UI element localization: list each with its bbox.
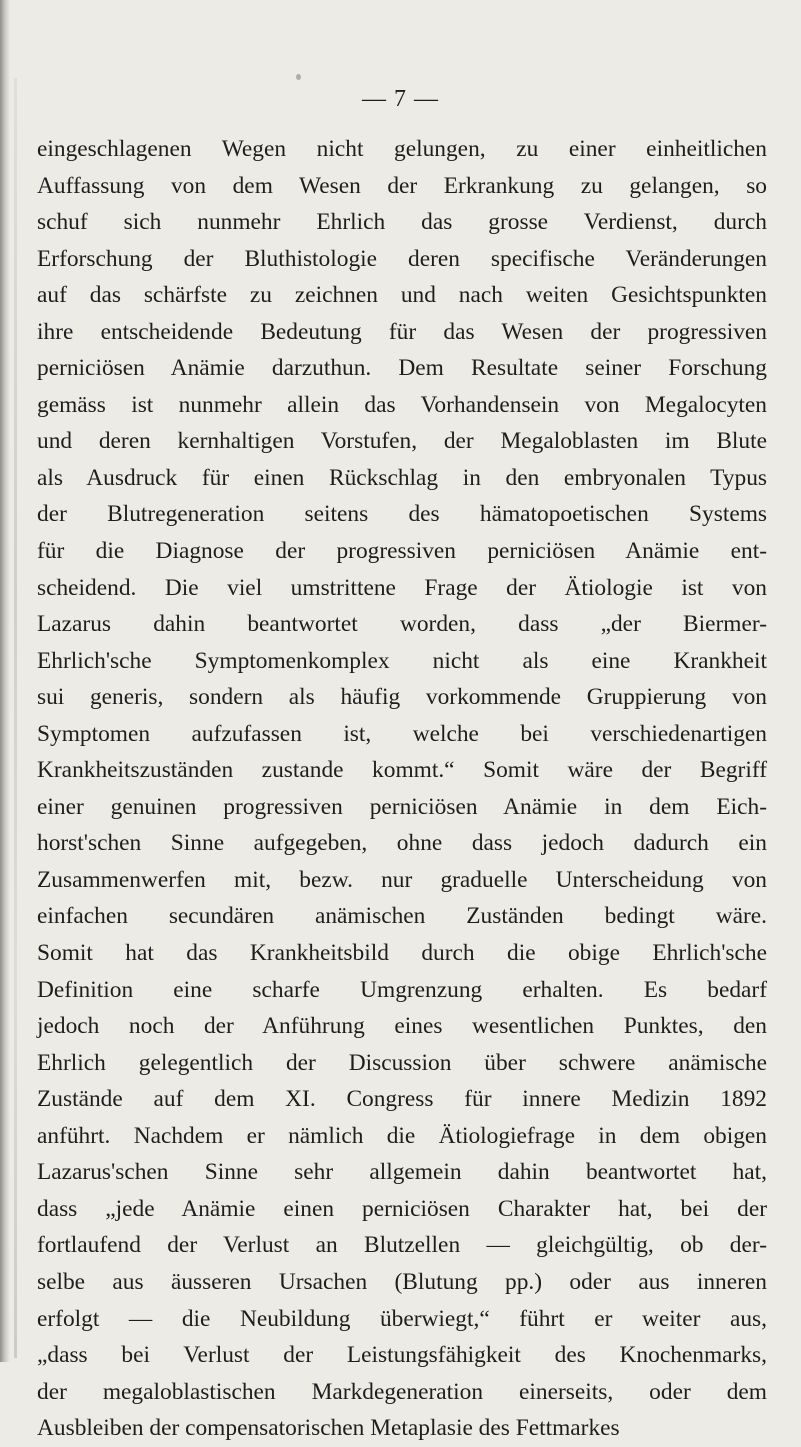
text-line: Symptomen aufzufassen ist, welche bei verschiedenartigen	[37, 720, 767, 747]
text-line: als Ausdruck für einen Rückschlag in den embryonalen Typus	[37, 464, 767, 491]
page-binding-edge	[0, 0, 10, 1362]
text-line: der megaloblastischen Markdegeneration einerseits, oder dem	[37, 1378, 767, 1405]
text-line: einer genuinen progressiven perniciösen Anämie in dem Eich-	[37, 793, 767, 820]
text-line: Ausbleiben der compensatorischen Metaplasie des Fettmarkes	[37, 1415, 620, 1442]
page-shadow-mark	[14, 78, 17, 1358]
text-line: sui generis, sondern als häufig vorkommende Gruppierung von	[37, 684, 767, 711]
text-line: schuf sich nunmehr Ehrlich das grosse Verdienst, durch	[37, 209, 767, 236]
text-line: auf das schärfste zu zeichnen und nach weiten Gesichtspunkten	[37, 282, 767, 309]
text-line: für die Diagnose der progressiven perniciösen Anämie ent-	[37, 538, 767, 565]
text-line: fortlaufend der Verlust an Blutzellen — gleichgültig, ob der-	[37, 1232, 767, 1259]
text-line: Zusammenwerfen mit, bezw. nur graduelle Unterscheidung von	[37, 866, 767, 893]
text-line: „dass bei Verlust der Leistungsfähigkeit des Knochenmarks,	[37, 1342, 767, 1369]
text-line: Lazarus dahin beantwortet worden, dass „der Biermer-	[37, 611, 767, 638]
text-line: erfolgt — die Neubildung überwiegt,“ führt er weiter aus,	[37, 1305, 767, 1332]
text-line: Auffassung von dem Wesen der Erkrankung zu gelangen, so	[37, 172, 767, 199]
page-number: — 7 —	[362, 86, 439, 112]
text-line: dass „jede Anämie einen perniciösen Charakter hat, bei der	[37, 1195, 767, 1222]
text-line: Zustände auf dem XI. Congress für innere Medizin 1892	[37, 1086, 767, 1113]
ink-speck	[296, 74, 301, 80]
text-line: Definition eine scharfe Umgrenzung erhalten. Es bedarf	[37, 976, 767, 1003]
text-line: horst'schen Sinne aufgegeben, ohne dass jedoch dadurch ein	[37, 830, 767, 857]
text-line: einfachen secundären anämischen Zuständen bedingt wäre.	[37, 903, 767, 930]
text-line: Krankheitszuständen zustande kommt.“ Somit wäre der Begriff	[37, 757, 767, 784]
text-line: Erforschung der Bluthistologie deren specifische Veränderungen	[37, 245, 767, 272]
text-line: anführt. Nachdem er nämlich die Ätiologiefrage in dem obigen	[37, 1122, 767, 1149]
text-line: der Blutregeneration seitens des hämatopoetischen Systems	[37, 501, 767, 528]
body-text	[37, 131, 767, 1447]
text-line: Ehrlich'sche Symptomenkomplex nicht als eine Krankheit	[37, 647, 767, 674]
text-line: Ehrlich gelegentlich der Discussion über schwere anämische	[37, 1049, 767, 1076]
text-line: ihre entscheidende Bedeutung für das Wesen der progressiven	[37, 318, 767, 345]
text-line: gemäss ist nunmehr allein das Vorhandensein von Megalocyten	[37, 391, 767, 418]
text-line: Somit hat das Krankheitsbild durch die obige Ehrlich'sche	[37, 940, 767, 967]
text-line: eingeschlagenen Wegen nicht gelungen, zu einer einheitlichen	[37, 136, 767, 162]
text-line: jedoch noch der Anführung eines wesentlichen Punktes, den	[37, 1013, 767, 1040]
text-line: und deren kernhaltigen Vorstufen, der Megaloblasten im Blute	[37, 428, 767, 455]
text-line: Lazarus'schen Sinne sehr allgemein dahin beantwortet hat,	[37, 1159, 767, 1186]
text-line: selbe aus äusseren Ursachen (Blutung pp.) oder aus inneren	[37, 1268, 767, 1295]
text-line: scheidend. Die viel umstrittene Frage der Ätiologie ist von	[37, 574, 767, 601]
text-line: perniciösen Anämie darzuthun. Dem Resultate seiner Forschung	[37, 355, 767, 382]
